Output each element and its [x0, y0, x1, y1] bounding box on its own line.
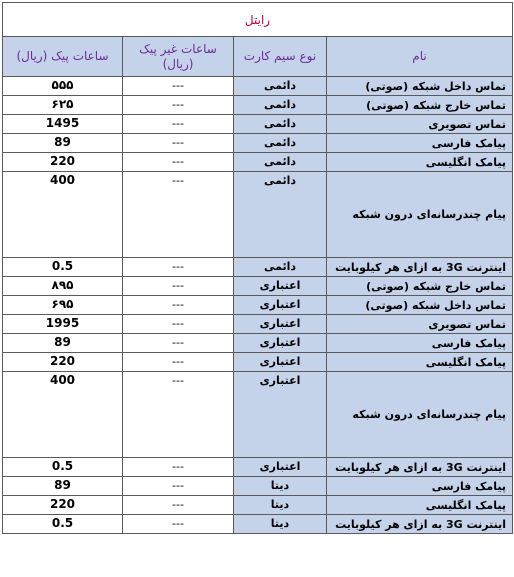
table-row	[3, 315, 513, 334]
row-name-cell: پیامک فارسی	[327, 477, 513, 496]
row-name-cell: اینترنت 3G به ازای هر کیلوبایت	[327, 458, 513, 477]
row-off-peak-cell: ---	[123, 458, 234, 477]
row-sim-type-cell: دائمی	[234, 153, 327, 172]
table-row	[3, 296, 513, 315]
row-off-peak-cell: ---	[123, 315, 234, 334]
row-sim-type-cell: دائمی	[234, 77, 327, 96]
table-row	[3, 496, 513, 515]
row-off-peak-cell: ---	[123, 277, 234, 296]
row-sim-type-cell: دائمی	[234, 96, 327, 115]
table-row	[3, 372, 513, 458]
row-name-cell: پیامک فارسی	[327, 334, 513, 353]
row-name-cell: تماس تصویری	[327, 115, 513, 134]
row-peak-cell: 220	[3, 496, 123, 515]
row-off-peak-cell: ---	[123, 153, 234, 172]
row-peak-cell: 89	[3, 334, 123, 353]
row-off-peak-cell: ---	[123, 115, 234, 134]
header-off-peak: ساعات غیر پیک (ریال)	[123, 37, 234, 77]
row-peak-cell: ۸۹۵	[3, 277, 123, 296]
row-name-cell: پیام چندرسانه‌ای درون شبکه	[327, 372, 513, 458]
row-off-peak-cell: ---	[123, 372, 234, 458]
row-sim-type-cell: دائمی	[234, 172, 327, 258]
header-peak: ساعات پیک (ریال)	[3, 37, 123, 77]
row-off-peak-cell: ---	[123, 477, 234, 496]
table-row	[3, 172, 513, 258]
row-sim-type-cell: دیتا	[234, 496, 327, 515]
row-peak-cell: 400	[3, 372, 123, 458]
table-row	[3, 96, 513, 115]
row-peak-cell: 220	[3, 353, 123, 372]
row-peak-cell: ۵۵۵	[3, 77, 123, 96]
row-sim-type-cell: دائمی	[234, 134, 327, 153]
row-peak-cell: 0.5	[3, 515, 123, 534]
row-sim-type-cell: اعتباری	[234, 315, 327, 334]
row-off-peak-cell: ---	[123, 96, 234, 115]
row-sim-type-cell: اعتباری	[234, 458, 327, 477]
row-off-peak-cell: ---	[123, 515, 234, 534]
header-name: نام	[327, 37, 513, 77]
row-name-cell: پیامک فارسی	[327, 134, 513, 153]
table-row	[3, 258, 513, 277]
row-peak-cell: 1995	[3, 315, 123, 334]
row-peak-cell: 0.5	[3, 258, 123, 277]
row-name-cell: اینترنت 3G به ازای هر کیلوبایت	[327, 515, 513, 534]
table-row	[3, 153, 513, 172]
row-sim-type-cell: اعتباری	[234, 296, 327, 315]
row-off-peak-cell: ---	[123, 77, 234, 96]
table-row	[3, 477, 513, 496]
row-peak-cell: ۶۹۵	[3, 296, 123, 315]
table-row	[3, 353, 513, 372]
row-name-cell: تماس تصویری	[327, 315, 513, 334]
row-sim-type-cell: دائمی	[234, 258, 327, 277]
table-row	[3, 77, 513, 96]
row-name-cell: پیامک انگلیسی	[327, 496, 513, 515]
table-row	[3, 277, 513, 296]
row-peak-cell: 89	[3, 134, 123, 153]
row-peak-cell: ۶۲۵	[3, 96, 123, 115]
row-peak-cell: 89	[3, 477, 123, 496]
row-sim-type-cell: اعتباری	[234, 372, 327, 458]
table-row	[3, 458, 513, 477]
header-sim-type: نوع سیم کارت	[234, 37, 327, 77]
row-name-cell: تماس خارج شبکه (صوتی)	[327, 96, 513, 115]
row-off-peak-cell: ---	[123, 496, 234, 515]
row-off-peak-cell: ---	[123, 296, 234, 315]
table-title: رایتل	[3, 3, 513, 37]
table-row	[3, 134, 513, 153]
row-peak-cell: 0.5	[3, 458, 123, 477]
row-peak-cell: 1495	[3, 115, 123, 134]
row-off-peak-cell: ---	[123, 134, 234, 153]
table-row	[3, 115, 513, 134]
row-sim-type-cell: دیتا	[234, 477, 327, 496]
row-sim-type-cell: اعتباری	[234, 353, 327, 372]
row-name-cell: تماس داخل شبکه (صوتی)	[327, 296, 513, 315]
row-sim-type-cell: دائمی	[234, 115, 327, 134]
row-peak-cell: 220	[3, 153, 123, 172]
row-sim-type-cell: دیتا	[234, 515, 327, 534]
tariff-table	[2, 2, 513, 534]
row-peak-cell: 400	[3, 172, 123, 258]
row-name-cell: پیامک انگلیسی	[327, 353, 513, 372]
row-off-peak-cell: ---	[123, 172, 234, 258]
row-off-peak-cell: ---	[123, 334, 234, 353]
row-name-cell: پیام چندرسانه‌ای درون شبکه	[327, 172, 513, 258]
row-name-cell: تماس داخل شبکه (صوتی)	[327, 77, 513, 96]
row-off-peak-cell: ---	[123, 258, 234, 277]
table-row	[3, 515, 513, 534]
table-body	[3, 77, 513, 534]
row-name-cell: پیامک انگلیسی	[327, 153, 513, 172]
row-sim-type-cell: اعتباری	[234, 277, 327, 296]
row-sim-type-cell: اعتباری	[234, 334, 327, 353]
row-name-cell: اینترنت 3G به ازای هر کیلوبایت	[327, 258, 513, 277]
row-off-peak-cell: ---	[123, 353, 234, 372]
row-name-cell: تماس خارج شبکه (صوتی)	[327, 277, 513, 296]
table-row	[3, 334, 513, 353]
